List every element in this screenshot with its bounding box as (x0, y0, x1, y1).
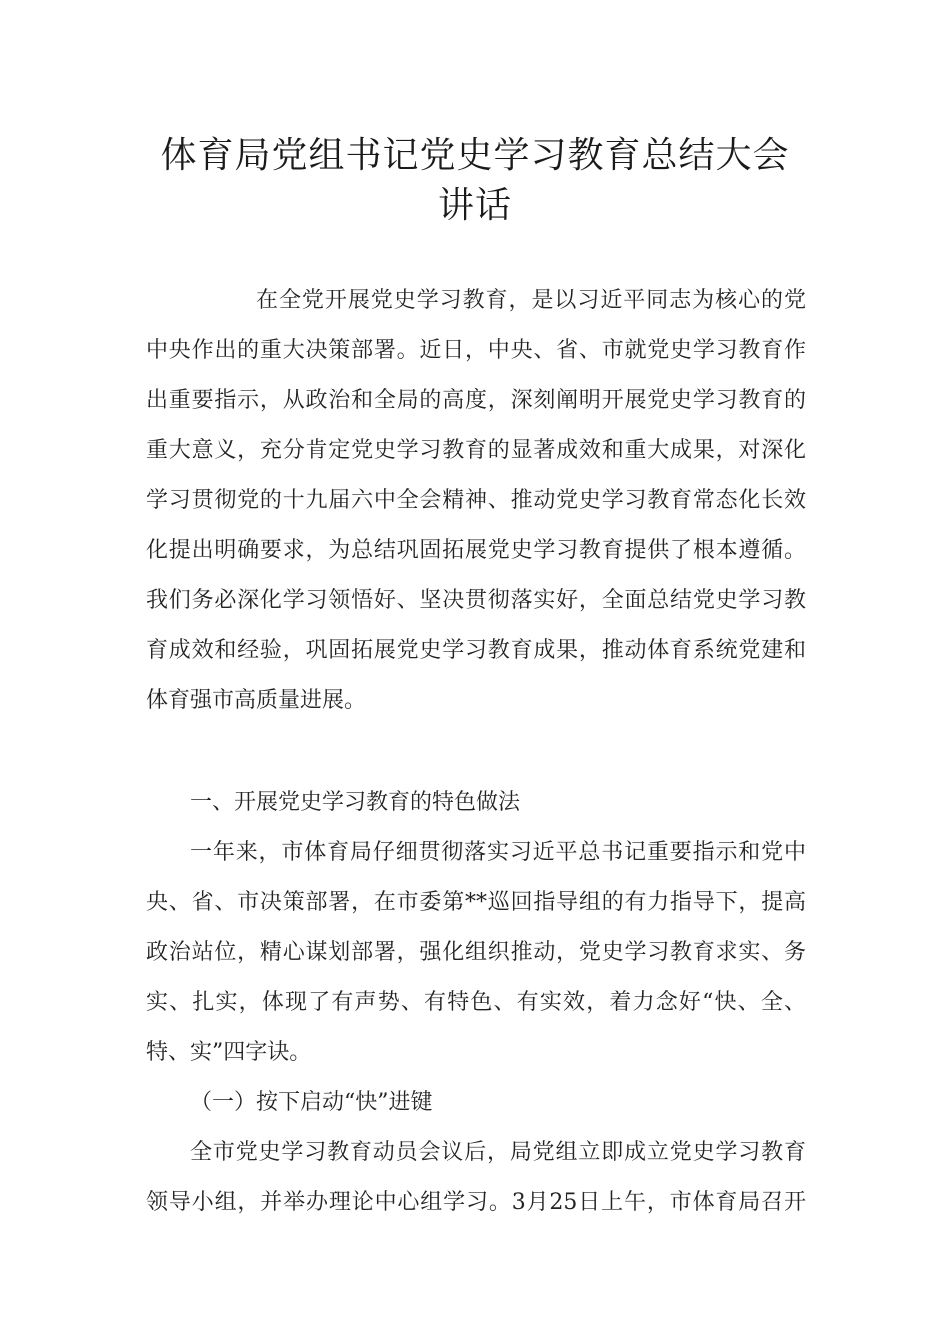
paragraph-line: 全市党史学习教育动员会议后，局党组立即成立党史学习教育 (190, 1140, 806, 1165)
paragraph-line: 出重要指示，从政治和全局的高度，深刻阐明开展党史学习教育的 (146, 388, 806, 413)
document-title-line-1: 体育局党组书记党史学习教育总结大会 (160, 135, 790, 176)
paragraph-line: 在全党开展党史学习教育，是以习近平同志为核心的党 (256, 288, 806, 313)
paragraph-line-last: 特、实”四字诀。 (146, 1040, 312, 1065)
paragraph-line: 政治站位，精心谋划部署，强化组织推动，党史学习教育求实、务 (146, 940, 806, 965)
subsection-heading: （一）按下启动“快”进键 (190, 1090, 433, 1115)
paragraph-line: 一年来，市体育局仔细贯彻落实习近平总书记重要指示和党中 (190, 840, 806, 865)
paragraph-line: 领导小组，并举办理论中心组学习。3月25日上午，市体育局召开 (146, 1190, 806, 1215)
paragraph-line-last: 体育强市高质量进展。 (146, 688, 367, 713)
section-heading: 一、开展党史学习教育的特色做法 (190, 790, 521, 815)
paragraph-line: 央、省、市决策部署，在市委第**巡回指导组的有力指导下，提高 (146, 890, 806, 915)
paragraph-line: 化提出明确要求，为总结巩固拓展党史学习教育提供了根本遵循。 (146, 538, 806, 563)
paragraph-line: 重大意义，充分肯定党史学习教育的显著成效和重大成果，对深化 (146, 438, 806, 463)
document-title-line-2: 讲话 (437, 185, 512, 226)
paragraph-line: 育成效和经验，巩固拓展党史学习教育成果，推动体育系统党建和 (146, 638, 806, 663)
paragraph-line: 中央作出的重大决策部署。近日，中央、省、市就党史学习教育作 (146, 338, 806, 363)
paragraph-line: 我们务必深化学习领悟好、坚决贯彻落实好，全面总结党史学习教 (146, 588, 806, 613)
paragraph-line: 实、扎实，体现了有声势、有特色、有实效，着力念好“快、全、 (146, 990, 806, 1015)
paragraph-line: 学习贯彻党的十九届六中全会精神、推动党史学习教育常态化长效 (146, 488, 806, 513)
